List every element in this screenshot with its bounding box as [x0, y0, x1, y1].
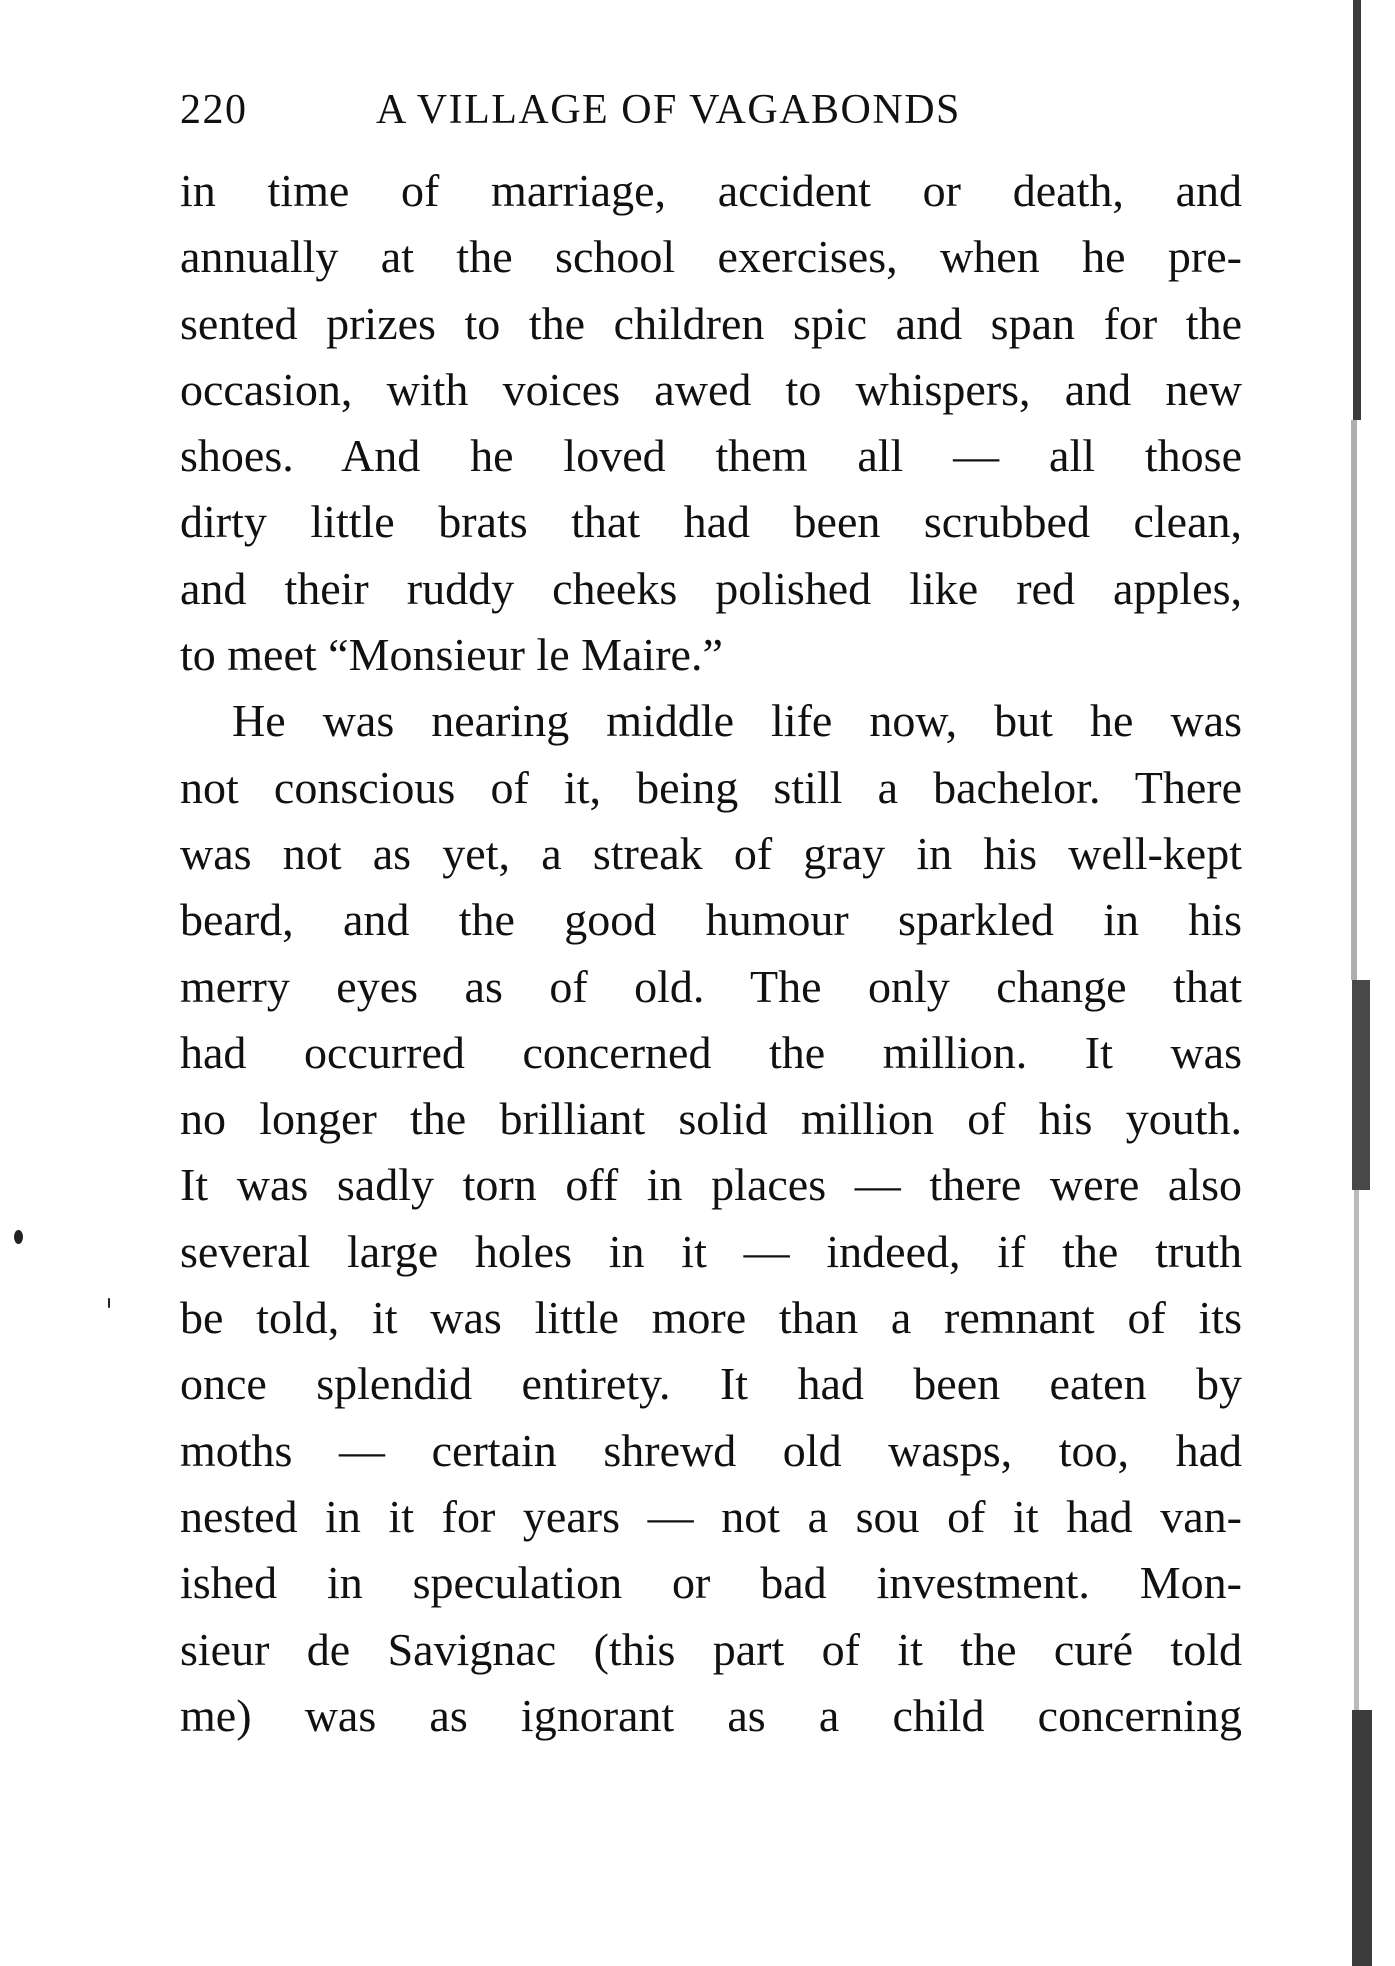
- text-line: to meet “Monsieur le Maire.”: [180, 629, 723, 681]
- scan-binding-edge: [1349, 0, 1395, 1966]
- text-line: shoes. And he loved them all — all those: [180, 430, 1242, 482]
- text-line: several large holes in it — indeed, if the truth: [180, 1225, 1242, 1277]
- text-line: nested in it for years — not a sou of it had van-: [180, 1490, 1242, 1542]
- scan-speck: [14, 1230, 23, 1244]
- book-title: A VILLAGE OF VAGABONDS: [376, 87, 961, 133]
- page-number: 220: [180, 87, 248, 133]
- text-line: annually at the school exercises, when he pre-: [180, 231, 1242, 283]
- scan-speck: [108, 1298, 110, 1308]
- text-line: occasion, with voices awed to whispers, and new: [180, 363, 1242, 415]
- text-line: was not as yet, a streak of gray in his well-kept: [180, 827, 1242, 879]
- text-line: It was sadly torn off in places — there were also: [180, 1159, 1242, 1211]
- text-line: merry eyes as of old. The only change that: [180, 960, 1242, 1012]
- text-line: no longer the brilliant solid million of his youth.: [180, 1093, 1242, 1145]
- text-line: me) was as ignorant as a child concerning: [180, 1689, 1242, 1741]
- text-line: sieur de Savignac (this part of it the curé told: [180, 1623, 1242, 1675]
- text-line: not conscious of it, being still a bachelor. There: [180, 761, 1242, 813]
- text-line: be told, it was little more than a remnant of its: [180, 1292, 1242, 1344]
- body-text: [180, 158, 1242, 1749]
- text-line: had occurred concerned the million. It was: [180, 1026, 1242, 1078]
- text-line: beard, and the good humour sparkled in his: [180, 894, 1242, 946]
- text-line: ished in speculation or bad investment. Mon-: [180, 1557, 1242, 1609]
- text-line: sented prizes to the children spic and span for the: [180, 297, 1242, 349]
- running-head: [180, 82, 1240, 138]
- text-line: in time of marriage, accident or death, and: [180, 165, 1242, 216]
- text-line: He was nearing middle life now, but he was: [232, 695, 1242, 747]
- text-line: once splendid entirety. It had been eaten by: [180, 1358, 1242, 1410]
- text-line: dirty little brats that had been scrubbed clean,: [180, 496, 1242, 548]
- text-line: and their ruddy cheeks polished like red apples,: [180, 562, 1242, 614]
- text-line: moths — certain shrewd old wasps, too, had: [180, 1424, 1242, 1476]
